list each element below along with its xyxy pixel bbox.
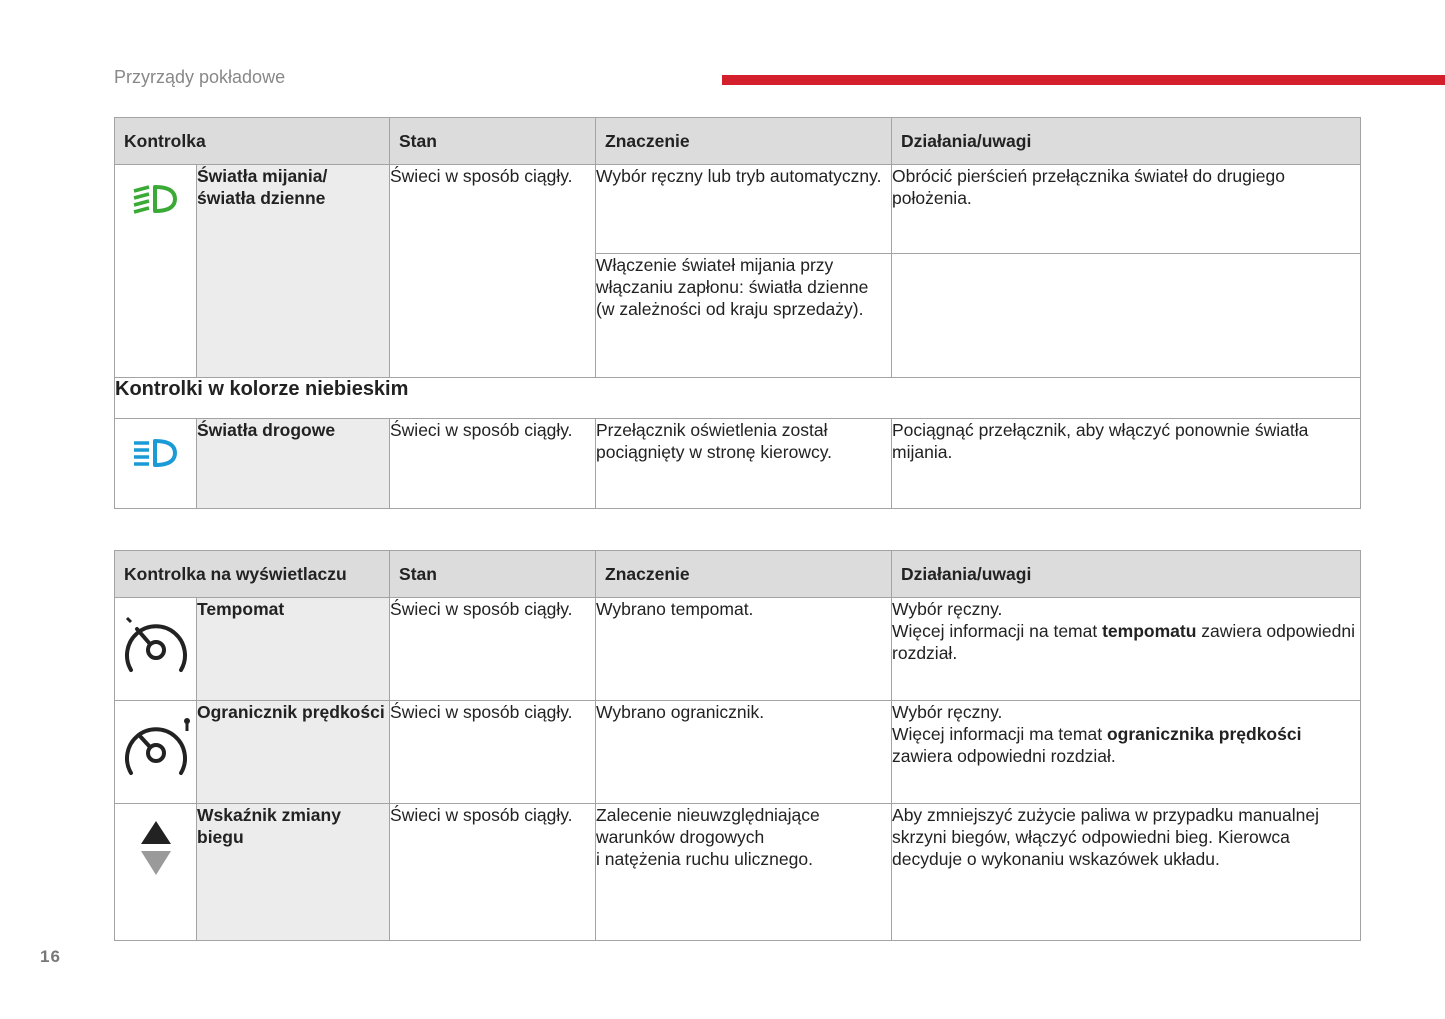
indicator-name: Światła drogowe xyxy=(197,419,390,509)
meaning-line: warunków drogowych xyxy=(596,827,765,847)
meaning-text xyxy=(596,804,892,941)
meaning-line: Zalecenie nieuwzględniające xyxy=(596,805,820,825)
col-header-indicator: Kontrolka na wyświetlaczu xyxy=(115,551,390,598)
table-row xyxy=(115,165,1361,254)
col-header-state: Stan xyxy=(390,551,596,598)
col-header-state: Stan xyxy=(390,118,596,165)
icon-cell xyxy=(115,701,197,804)
meaning-text: Włączenie świateł mijania przy włączaniu zapłonu: światła dzienne (w zależności od kraju sprzedaży). xyxy=(596,254,892,378)
speed-limiter-icon xyxy=(119,717,193,781)
action-bold: tempomatu xyxy=(1102,621,1197,641)
action-text: Pociągnąć przełącznik, aby włączyć ponownie światła mijania. xyxy=(892,419,1361,509)
blue-lights-section-row xyxy=(115,378,1361,419)
meaning-text: Przełącznik oświetlenia został pociągnięty w stronę kierowcy. xyxy=(596,419,892,509)
state-text: Świeci w sposób ciągły. xyxy=(390,419,596,509)
state-text: Świeci w sposób ciągły. xyxy=(390,598,596,701)
table-row xyxy=(115,804,1361,941)
icon-cell xyxy=(115,804,197,941)
action-text: Aby zmniejszyć zużycie paliwa w przypadku manualnej skrzyni biegów, włączyć odpowiedni bieg. Kierowca decyduje o wykonaniu wskazówek układu. xyxy=(892,804,1361,941)
action-text xyxy=(892,701,1361,804)
icon-cell xyxy=(115,419,197,509)
warning-lights-table xyxy=(114,117,1361,509)
col-header-indicator: Kontrolka xyxy=(115,118,390,165)
table-header-row xyxy=(115,551,1361,598)
section-title: Przyrządy pokładowe xyxy=(114,67,286,87)
action-pre: Więcej informacji na temat xyxy=(892,621,1103,641)
col-header-actions: Działania/uwagi xyxy=(892,551,1361,598)
action-post: zawiera odpowiedni rozdział. xyxy=(892,621,1355,663)
indicator-name: Tempomat xyxy=(197,598,390,701)
cruise-control-icon xyxy=(119,614,193,678)
action-line: Wybór ręczny. xyxy=(892,599,1003,619)
action-bold: ogranicznika prędkości xyxy=(1106,724,1302,744)
state-text: Świeci w sposób ciągły. xyxy=(390,804,596,941)
meaning-line: i natężenia ruchu ulicznego. xyxy=(596,849,813,869)
icon-cell xyxy=(115,165,197,378)
blue-lights-section-title: Kontrolki w kolorze niebieskim xyxy=(115,378,1361,419)
table-row xyxy=(115,701,1361,804)
indicator-name: Ogranicznik prędkości xyxy=(197,701,390,804)
col-header-meaning: Znaczenie xyxy=(596,551,892,598)
col-header-actions: Działania/uwagi xyxy=(892,118,1361,165)
action-post: zawiera odpowiedni rozdział. xyxy=(892,746,1116,766)
meaning-text: Wybór ręczny lub tryb automatyczny. xyxy=(596,165,892,254)
display-indicators-table xyxy=(114,550,1361,941)
page-number: 16 xyxy=(40,947,61,966)
header-red-rule xyxy=(722,75,1445,85)
action-line: Wybór ręczny. xyxy=(892,702,1003,722)
col-header-meaning: Znaczenie xyxy=(596,118,892,165)
meaning-text: Wybrano ogranicznik. xyxy=(596,701,892,804)
state-text: Świeci w sposób ciągły. xyxy=(390,701,596,804)
indicator-name: Światła mijania/ światła dzienne xyxy=(197,165,390,378)
action-text-empty xyxy=(892,254,1361,378)
low-beam-green-icon xyxy=(131,181,181,217)
table-row xyxy=(115,419,1361,509)
action-text xyxy=(892,598,1361,701)
table-row xyxy=(115,598,1361,701)
indicator-name: Wskaźnik zmiany biegu xyxy=(197,804,390,941)
action-pre: Więcej informacji ma temat xyxy=(892,724,1107,744)
action-text: Obrócić pierścień przełącznika świateł do drugiego położenia. xyxy=(892,165,1361,254)
meaning-text: Wybrano tempomat. xyxy=(596,598,892,701)
high-beam-blue-icon xyxy=(131,435,181,471)
state-text: Świeci w sposób ciągły. xyxy=(390,165,596,378)
table-header-row xyxy=(115,118,1361,165)
icon-cell xyxy=(115,598,197,701)
gear-shift-indicator-icon xyxy=(136,818,176,878)
